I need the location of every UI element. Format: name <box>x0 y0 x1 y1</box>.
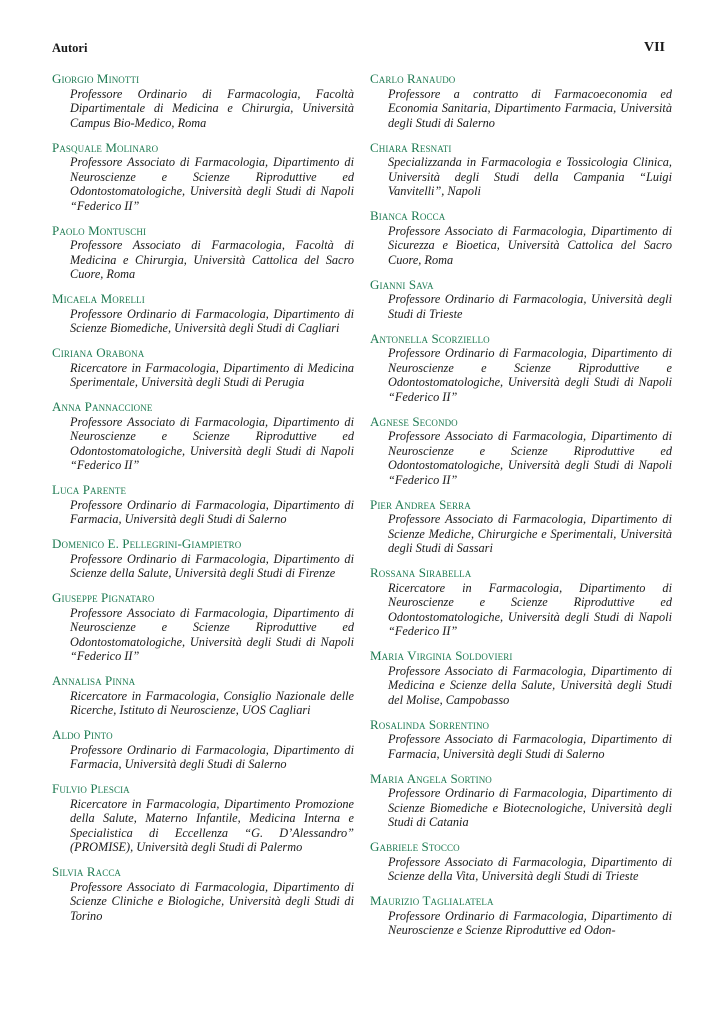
author-name: Silvia Racca <box>52 864 122 879</box>
running-header <box>52 41 665 59</box>
author-name: Gabriele Stocco <box>370 839 460 854</box>
author-entry <box>52 537 354 581</box>
author-entry <box>370 718 672 762</box>
author-name: Maria Angela Sortino <box>370 770 492 786</box>
author-name: Paolo Montuschi <box>52 222 147 238</box>
author-name: Annalisa Pinna <box>52 673 136 688</box>
author-affiliation: Professore Ordinario di Farmacologia, Dipartimento di Scienze Biomediche, Università degli Studi di Cagliari <box>70 306 354 335</box>
author-name: Pasquale Molinaro <box>52 139 159 155</box>
author-name: Chiara Resnati <box>370 139 452 155</box>
author-affiliation: Professore Associato di Farmacologia, Dipartimento di Scienze Cliniche e Biologiche, Università degli Studi di Torino <box>70 879 354 923</box>
author-name: Antonella Scorziello <box>370 330 490 346</box>
author-entry <box>370 141 672 199</box>
author-entry <box>52 782 354 855</box>
author-name: Giuseppe Pignataro <box>52 590 155 605</box>
author-entry <box>52 141 354 214</box>
author-affiliation: Ricercatore in Farmacologia, Dipartimento Promozione della Salute, Materno Infantile, Medicina Interna e Specialistica di Eccellenza “G. D’Alessandro” (PROMISE), Università degli Studi di Palermo <box>70 796 354 854</box>
author-affiliation: Professore Ordinario di Farmacologia, Dipartimento di Neuroscienze e Scienze Riproduttive e Odontostomatologiche, Università degli Studi di Napoli “Federico II” <box>388 346 672 404</box>
author-affiliation: Ricercatore in Farmacologia, Dipartimento di Medicina Sperimentale, Università degli Studi di Perugia <box>70 360 354 389</box>
author-affiliation: Professore Associato di Farmacologia, Facoltà di Medicina e Chirurgia, Università Cattolica del Sacro Cuore, Roma <box>70 238 354 281</box>
author-name: Pier Andrea Serra <box>370 496 471 512</box>
author-entry <box>370 72 672 130</box>
author-entry <box>52 483 354 527</box>
author-name: Maria Virginia Soldovieri <box>370 648 513 663</box>
section-title: Autori <box>52 41 88 55</box>
author-affiliation: Specializzanda in Farmacologia e Tossicologia Clinica, Università degli Studi della Campania “Luigi Vanvitelli”, Napoli <box>388 155 672 198</box>
author-name: Ciriana Orabona <box>52 345 145 360</box>
author-affiliation: Professore Ordinario di Farmacologia, Dipartimento di Scienze Biomediche e Biotecnologiche, Università degli Studi di Catania <box>388 786 672 829</box>
author-affiliation: Professore a contratto di Farmacoeconomia ed Economia Sanitaria, Dipartimento Farmacia, Università degli Studi di Salerno <box>388 86 672 130</box>
author-name: Maurizio Taglialatela <box>370 893 494 908</box>
left-column <box>52 72 354 934</box>
author-affiliation: Professore Associato di Farmacologia, Dipartimento di Medicina e Scienze della Salute, Università degli Studi del Molise, Campobasso <box>388 663 672 707</box>
author-entry <box>370 772 672 830</box>
author-affiliation: Professore Ordinario di Farmacologia, Facoltà Dipartimentale di Medicina e Chirurgia, Università Campus Bio-Medico, Roma <box>70 86 354 130</box>
author-name: Carlo Ranaudo <box>370 71 456 86</box>
author-entry <box>52 674 354 718</box>
author-affiliation: Professore Associato di Farmacologia, Dipartimento di Neuroscienze e Scienze Riproduttive ed Odontostomatologiche, Università degli Studi di Napoli “Federico II” <box>388 429 672 487</box>
author-entry <box>370 566 672 639</box>
author-affiliation: Ricercatore in Farmacologia, Dipartimento di Neuroscienze e Scienze Riproduttive ed Odontostomatologiche, Università degli Studi di Napoli “Federico II” <box>388 580 672 638</box>
author-name: Rosalinda Sorrentino <box>370 716 490 732</box>
author-affiliation: Professore Associato di Farmacologia, Dipartimento di Scienze Mediche, Chirurgiche e Sperimentali, Università degli Studi di Sassari <box>388 512 672 555</box>
author-name: Bianca Rocca <box>370 208 446 223</box>
author-entry <box>52 292 354 336</box>
author-affiliation: Ricercatore in Farmacologia, Consiglio Nazionale delle Ricerche, Istituto di Neuroscienze, UOS Cagliari <box>70 688 354 717</box>
author-affiliation: Professore Ordinario di Farmacologia, Dipartimento di Farmacia, Università degli Studi di Salerno <box>70 497 354 526</box>
page-number: VII <box>643 40 665 55</box>
author-name: Luca Parente <box>52 482 127 497</box>
author-affiliation: Professore Ordinario di Farmacologia, Dipartimento di Scienze della Salute, Università degli Studi di Firenze <box>70 551 354 580</box>
author-affiliation: Professore Associato di Farmacologia, Dipartimento di Scienze della Vita, Università degli Studi di Trieste <box>388 854 672 883</box>
author-entry <box>370 332 672 405</box>
author-entry <box>370 415 672 488</box>
author-affiliation: Professore Associato di Farmacologia, Dipartimento di Sicurezza e Bioetica, Università Cattolica del Sacro Cuore, Roma <box>388 223 672 267</box>
author-entry <box>52 865 354 923</box>
author-entry <box>370 840 672 884</box>
author-name: Agnese Secondo <box>370 413 458 429</box>
author-name: Aldo Pinto <box>52 727 113 742</box>
author-entry <box>52 591 354 664</box>
author-entry <box>52 400 354 473</box>
author-entry <box>52 346 354 390</box>
author-name: Rossana Sirabella <box>370 565 472 580</box>
author-entry <box>370 649 672 707</box>
author-entry <box>52 72 354 130</box>
author-name: Domenico E. Pellegrini-Giampietro <box>52 536 242 551</box>
author-affiliation: Professore Associato di Farmacologia, Dipartimento di Neuroscienze e Scienze Riproduttive ed Odontostomatologiche, Università degli Studi di Napoli “Federico II” <box>70 414 354 472</box>
author-entry <box>370 209 672 267</box>
author-name: Fulvio Plescia <box>52 781 130 796</box>
author-name: Anna Pannaccione <box>52 399 153 414</box>
author-entry <box>370 278 672 322</box>
author-affiliation: Professore Ordinario di Farmacologia, Dipartimento di Neuroscienze e Scienze Riproduttive ed Odon- <box>388 908 672 937</box>
author-entry <box>52 728 354 772</box>
author-affiliation: Professore Ordinario di Farmacologia, Università degli Studi di Trieste <box>388 292 672 321</box>
author-entry <box>370 498 672 556</box>
author-affiliation: Professore Associato di Farmacologia, Dipartimento di Farmacia, Università degli Studi di Salerno <box>388 732 672 761</box>
author-entry <box>52 224 354 282</box>
author-name: Gianni Sava <box>370 276 434 292</box>
right-column <box>370 72 672 948</box>
author-affiliation: Professore Ordinario di Farmacologia, Dipartimento di Farmacia, Università degli Studi di Salerno <box>70 742 354 771</box>
author-name: Micaela Morelli <box>52 291 145 306</box>
author-name: Giorgio Minotti <box>52 71 140 86</box>
author-affiliation: Professore Associato di Farmacologia, Dipartimento di Neuroscienze e Scienze Riproduttive ed Odontostomatologiche, Università degli Studi di Napoli “Federico II” <box>70 605 354 663</box>
author-affiliation: Professore Associato di Farmacologia, Dipartimento di Neuroscienze e Scienze Riproduttive ed Odontostomatologiche, Università degli Studi di Napoli “Federico II” <box>70 155 354 213</box>
author-entry <box>370 894 672 938</box>
